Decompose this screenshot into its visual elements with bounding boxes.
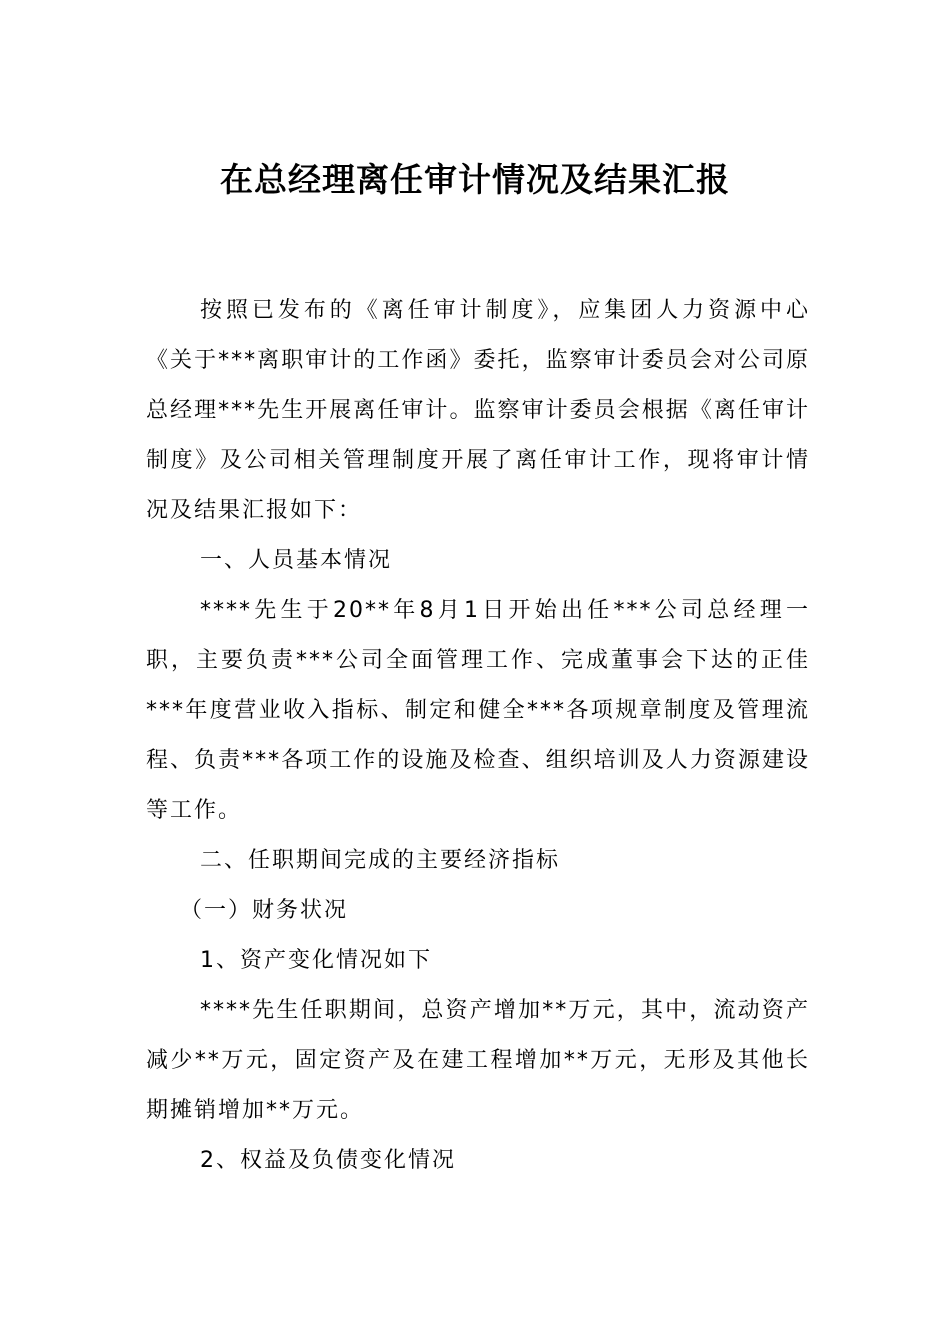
paragraph-assets: ****先生任职期间，总资产增加**万元，其中，流动资产减少**万元，固定资产及在建工程增加**万元，无形及其他长期摊销增加**万元。	[146, 998, 810, 1123]
item-heading-assets: 1、资产变化情况如下	[200, 948, 432, 973]
document-title: 在总经理离任审计情况及结果汇报	[220, 160, 730, 199]
section-heading-indicators: 二、任职期间完成的主要经济指标	[200, 848, 561, 873]
item-heading-equity: 2、权益及负债变化情况	[200, 1148, 456, 1173]
document-body	[146, 286, 810, 1186]
paragraph-personnel: ****先生于20**年8月1日开始出任***公司总经理一职，主要负责***公司全面管理工作、完成董事会下达的正佳***年度营业收入指标、制定和健全***各项规章制度及管理流程、负责***各项工作的设施及检查、组织培训及人力资源建设等工作。	[146, 598, 810, 823]
subsection-heading-finance: （一）财务状况	[180, 898, 349, 923]
paragraph-intro: 按照已发布的《离任审计制度》，应集团人力资源中心《关于***离职审计的工作函》委托，监察审计委员会对公司原总经理***先生开展离任审计。监察审计委员会根据《离任审计制度》及公司相关管理制度开展了离任审计工作，现将审计情况及结果汇报如下：	[146, 298, 810, 523]
section-heading-personnel: 一、人员基本情况	[200, 548, 393, 573]
